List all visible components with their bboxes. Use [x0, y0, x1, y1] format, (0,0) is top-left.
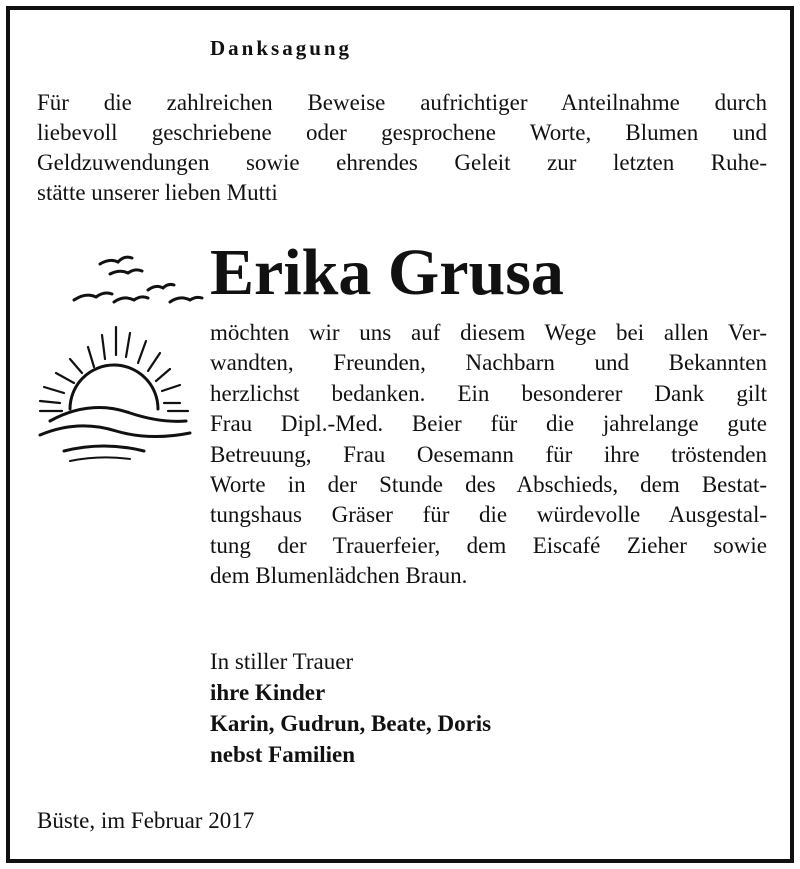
body-line: wandten, Freunden, Nachbarn und Bekannten [210, 350, 767, 376]
seagulls-icon [70, 250, 205, 308]
intro-line: Für die zahlreichen Beweise aufrichtiger Anteilnahme durch [37, 90, 767, 115]
intro-line: Geldzuwendungen sowie ehrendes Geleit zur letzten Ruhe- [37, 150, 767, 175]
closing-intro: In stiller Trauer [210, 649, 354, 674]
place-date: Büste, im Februar 2017 [37, 808, 255, 833]
deceased-name: Erika Grusa [210, 236, 564, 309]
body-line: Frau Dipl.-Med. Beier für die jahrelange gute [210, 411, 767, 437]
notice-heading: Danksagung [210, 36, 353, 60]
intro-line: stätte unserer lieben Mutti [37, 180, 278, 205]
body-line: tungshaus Gräser für die würdevolle Ausgestal- [210, 502, 767, 528]
body-line: dem Blumenlädchen Braun. [210, 563, 468, 589]
setting-sun-icon [30, 325, 200, 465]
signature-block [210, 646, 491, 770]
closing-line: ihre Kinder [210, 680, 326, 705]
intro-paragraph [37, 88, 767, 208]
intro-line: liebevoll geschriebene oder gesprochene Worte, Blumen und [37, 120, 767, 145]
body-paragraph [210, 318, 767, 592]
body-line: herzlichst bedanken. Ein besonderer Dank gilt [210, 380, 767, 406]
body-line: tung der Trauerfeier, dem Eiscafé Zieher sowie [210, 532, 767, 558]
body-line: möchten wir uns auf diesem Wege bei allen Ver- [210, 320, 767, 345]
closing-line: nebst Familien [210, 742, 356, 767]
closing-line: Karin, Gudrun, Beate, Doris [210, 711, 492, 736]
body-line: Betreuung, Frau Oesemann für ihre tröstenden [210, 441, 767, 467]
body-line: Worte in der Stunde des Abschieds, dem Bestat- [210, 472, 767, 498]
